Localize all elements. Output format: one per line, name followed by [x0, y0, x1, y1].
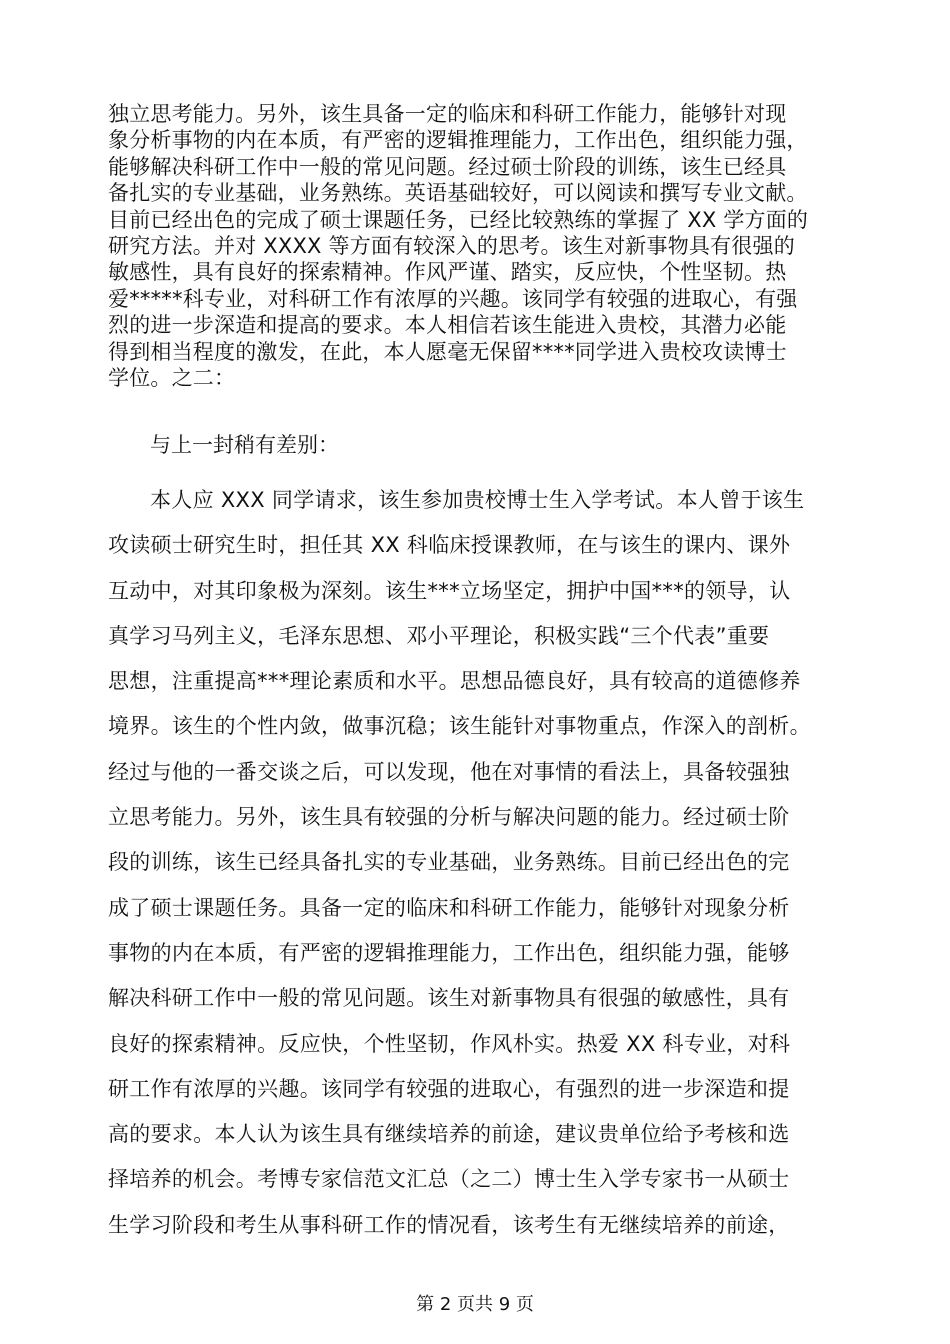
text-line: 学位。之二：	[108, 365, 236, 390]
paragraph-continued	[108, 101, 843, 391]
text-line: 境界。该生的个性内敛，做事沉稳；该生能针对事物重点，作深入的剖析。	[108, 714, 811, 739]
text-line: 生学习阶段和考生从事科研工作的情况看，该考生有无继续培养的前途，	[108, 1212, 790, 1237]
text-line: 备扎实的专业基础，业务熟练。英语基础较好，可以阅读和撰写专业文献。	[108, 181, 808, 206]
text-line: 段的训练，该生已经具备扎实的专业基础，业务熟练。目前已经出色的完	[108, 850, 790, 875]
text-line: 本人应 XXX 同学请求，该生参加贵校博士生入学考试。本人曾于该生	[150, 488, 805, 512]
text-line: 高的要求。本人认为该生具有继续培养的前途，建议贵单位给予考核和选	[108, 1122, 790, 1147]
text-line: 真学习马列主义，毛泽东思想、邓小平理论，积极实践“三个代表”重要	[108, 623, 770, 648]
text-line: 烈的进一步深造和提高的要求。本人相信若该生能进入贵校，其潜力必能	[108, 313, 787, 338]
text-line: 解决科研工作中一般的常见问题。该生对新事物具有很强的敏感性，具有	[108, 986, 790, 1011]
section-note: 与上一封稍有差别：	[150, 433, 339, 457]
text-line: 独立思考能力。另外，该生具备一定的临床和科研工作能力，能够针对现	[108, 102, 787, 126]
text-line: 能够解决科研工作中一般的常见问题。经过硕士阶段的训练，该生已经具	[108, 154, 787, 179]
text-line: 爱*****科专业，对科研工作有浓厚的兴趣。该同学有较强的进取心，有强	[108, 286, 798, 311]
text-line: 成了硕士课题任务。具备一定的临床和科研工作能力，能够针对现象分析	[108, 895, 790, 920]
text-line: 思想，注重提高***理论素质和水平。思想品德良好，具有较高的道德修养	[108, 669, 801, 694]
text-line: 目前已经出色的完成了硕士课题任务，已经比较熟练的掌握了 XX 学方面的	[108, 207, 809, 232]
letter-paragraph	[108, 478, 843, 1248]
text-line: 攻读硕士研究生时，担任其 XX 科临床授课教师，在与该生的课内、课外	[108, 533, 791, 558]
text-line: 经过与他的一番交谈之后，可以发现，他在对事情的看法上，具备较强独	[108, 759, 790, 784]
text-line: 择培养的机会。考博专家信范文汇总（之二）博士生入学专家书一从硕士	[108, 1167, 790, 1192]
text-line: 得到相当程度的激发，在此，本人愿毫无保留****同学进入贵校攻读博士	[108, 339, 787, 364]
text-line: 良好的探索精神。反应快，个性坚韧，作风朴实。热爱 XX 科专业，对科	[108, 1031, 791, 1056]
text-line: 互动中，对其印象极为深刻。该生***立场坚定，拥护中国***的领导，认	[108, 578, 791, 603]
text-line: 事物的内在本质，有严密的逻辑推理能力，工作出色，组织能力强，能够	[108, 940, 790, 965]
text-line: 象分析事物的内在本质，有严密的逻辑推理能力，工作出色，组织能力强，	[108, 128, 808, 153]
page-number-footer: 第 2 页共 9 页	[416, 1294, 534, 1315]
text-line: 敏感性，具有良好的探索精神。作风严谨、踏实，反应快，个性坚韧。热	[108, 260, 787, 285]
text-line: 研究方法。并对 XXXX 等方面有较深入的思考。该生对新事物具有很强的	[108, 233, 795, 258]
text-line: 立思考能力。另外，该生具有较强的分析与解决问题的能力。经过硕士阶	[108, 805, 790, 830]
text-line: 研工作有浓厚的兴趣。该同学有较强的进取心，有强烈的进一步深造和提	[108, 1076, 790, 1101]
